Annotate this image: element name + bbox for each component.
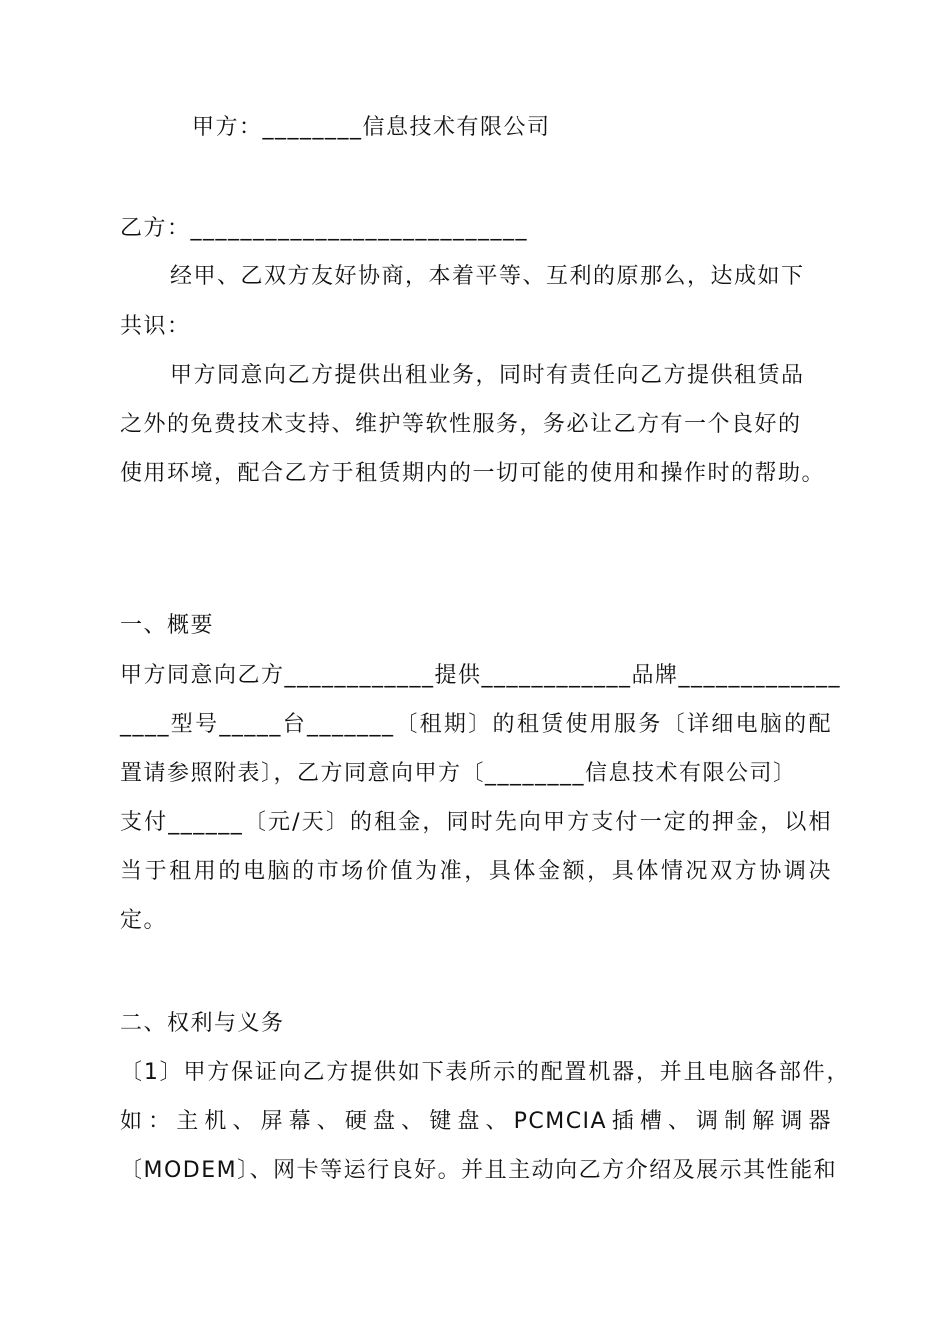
section-1-line: 置请参照附表〕，乙方同意向甲方〔________信息技术有限公司〕 — [120, 761, 797, 786]
party-b-line: 乙方：___________________________ — [120, 216, 529, 241]
section-1-title: 一、概要 — [120, 613, 215, 638]
section-1-line: ____型号_____台_______〔租期〕的租赁使用服务〔详细电脑的配 — [120, 712, 832, 737]
section-2-line: 〔1〕甲方保证向乙方提供如下表所示的配置机器，并且电脑各部件， — [120, 1060, 850, 1085]
intro-paragraph-line: 经甲、乙双方友好协商，本着平等、互利的原那么，达成如下 — [170, 264, 805, 289]
section-2-line: 如：主机、屏幕、硬盘、键盘、PCMCIA插槽、调制解调器 — [120, 1109, 832, 1134]
party-a-line: 甲方：________信息技术有限公司 — [192, 115, 551, 140]
section-2-title: 二、权利与义务 — [120, 1011, 285, 1036]
intro-paragraph-line: 使用环境，配合乙方于租赁期内的一切可能的使用和操作时的帮助。 — [120, 461, 826, 486]
intro-paragraph-line: 共识： — [120, 314, 191, 339]
section-1-line: 支付______〔元/天〕的租金，同时先向甲方支付一定的押金，以相 — [120, 810, 832, 835]
section-1-line: 甲方同意向乙方____________提供____________品牌_____________ — [120, 663, 842, 688]
section-1-line: 当于租用的电脑的市场价值为准，具体金额，具体情况双方协调决 — [120, 859, 832, 884]
section-1-line: 定。 — [120, 908, 168, 933]
intro-paragraph-line: 之外的免费技术支持、维护等软性服务，务必让乙方有一个良好的 — [120, 412, 802, 437]
section-2-line: 〔MODEM〕、网卡等运行良好。并且主动向乙方介绍及展示其性能和 — [120, 1158, 838, 1183]
intro-paragraph-line: 甲方同意向乙方提供出租业务，同时有责任向乙方提供租赁品 — [170, 363, 805, 388]
